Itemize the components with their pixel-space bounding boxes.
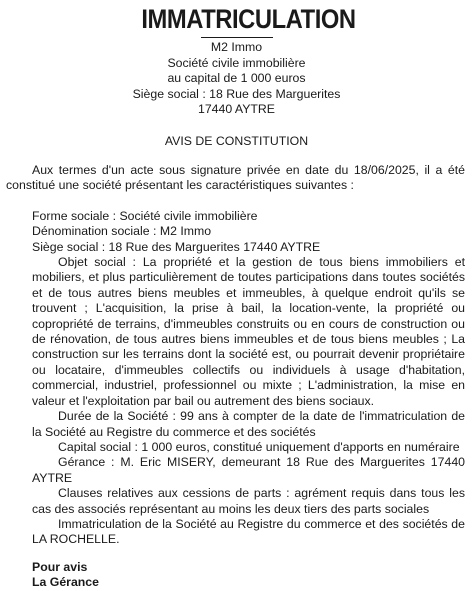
avis-title: AVIS DE CONSTITUTION	[164, 133, 309, 148]
objet-paragraph: Objet social : La propriété et la gestion de tous biens immobiliers et mobiliers, et plus particulièrement de toutes participations dans toutes sociétés et de tous autres biens meubles et immeubles, à quelque endroit qu'ils se trouvent ; L'acquisition, la prise à bail, la location-vente, la propriété ou copropriété de terrains, d'immeubles construits ou en cours de construction ou de rénovation, de tous autres biens immeubles et de tous biens meubles ; La construction sur les terrains dont la société est, ou pourrait devenir propriétaire ou locataire, d'immeubles collectifs ou individuels à usage d'habitation, commercial, industriel, professionnel ou mixte ; L'administration, la mise en valeur et l'exploitation par bail ou autrement des biens sociaux.	[32, 255, 465, 408]
field-forme: Forme sociale : Société civile immobilière	[32, 208, 258, 223]
title-divider	[201, 37, 273, 38]
company-header	[20, 40, 453, 118]
capital-paragraph: Capital social : 1 000 euros, constitué uniquement d'apports en numéraire	[58, 439, 460, 454]
signature-line-1: Pour avis	[32, 559, 88, 574]
company-name: M2 Immo	[210, 40, 263, 54]
intro-paragraph: Aux termes d'un acte sous signature privée en date du 18/06/2025, il a été constitué une société présentant les caractéristiques suivantes :	[6, 163, 465, 193]
immatriculation-paragraph: Immatriculation de la Société au Registre du commerce et des sociétés de LA ROCHELLE.	[32, 516, 465, 547]
signature-line-2: La Gérance	[32, 575, 99, 590]
field-denomination: Dénomination sociale : M2 Immo	[32, 224, 212, 239]
field-siege: Siège social : 18 Rue des Marguerites 17440 AYTRE	[32, 239, 321, 254]
company-type: Société civile immobilière	[167, 55, 306, 70]
notice-title: IMMATRICULATION	[141, 4, 356, 34]
clauses-paragraph: Clauses relatives aux cessions de parts : agrément requis dans tous les cas des associés représentant au moins les deux tiers des parts sociales	[32, 486, 465, 516]
company-fields	[32, 209, 465, 255]
company-city: 17440 AYTRE	[197, 102, 276, 116]
company-capital: au capital de 1 000 euros	[167, 71, 306, 85]
company-siege: Siège social : 18 Rue des Marguerites	[132, 86, 341, 101]
duree-paragraph: Durée de la Société : 99 ans à compter de la date de l'immatriculation de la Société au Registre du commerce et des sociétés	[32, 409, 465, 439]
signature	[32, 560, 465, 591]
gerance-paragraph: Gérance : M. Eric MISERY, demeurant 18 Rue des Marguerites 17440 AYTRE	[32, 455, 465, 485]
